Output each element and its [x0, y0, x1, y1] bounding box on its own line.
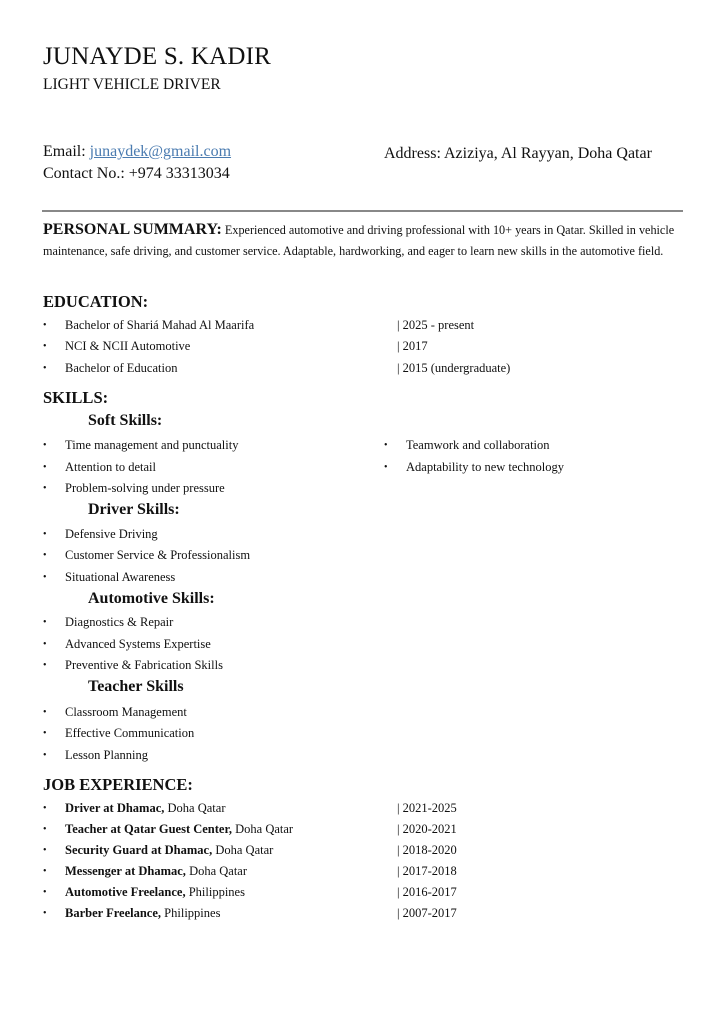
experience-date: | 2021-2025	[397, 801, 457, 815]
experience-heading: JOB EXPERIENCE:	[43, 775, 193, 794]
bullet-icon: •	[384, 440, 388, 451]
experience-date: | 2020-2021	[397, 822, 457, 836]
bullet-icon: •	[43, 639, 47, 650]
email-line	[43, 143, 231, 161]
bullet-icon: •	[43, 462, 47, 473]
teacher-skills-heading: Teacher Skills	[88, 678, 184, 695]
personal-summary	[43, 220, 685, 261]
bullet-icon: •	[43, 803, 47, 814]
education-date: | 2017	[397, 339, 428, 353]
bullet-icon: •	[43, 341, 47, 352]
bullet-icon: •	[43, 887, 47, 898]
education-heading: EDUCATION:	[43, 292, 149, 311]
job-title: LIGHT VEHICLE DRIVER	[43, 76, 221, 93]
automotive-skills-heading: Automotive Skills:	[88, 590, 215, 607]
bullet-icon: •	[43, 320, 47, 331]
summary-text: Experienced automotive and driving professional with 10+ years in Qatar. Skilled in vehicle maintenance, safe driving, and customer service. Adaptable, hardworking, and eager to learn new skills in the automotive field.	[43, 223, 675, 258]
experience-date: | 2018-2020	[397, 843, 457, 857]
address: Address: Aziziya, Al Rayyan, Doha Qatar	[384, 145, 652, 162]
summary-heading: PERSONAL SUMMARY:	[43, 221, 222, 238]
education-date: | 2025 - present	[397, 318, 475, 332]
bullet-icon: •	[43, 824, 47, 835]
email-label: Email:	[43, 143, 90, 160]
bullet-icon: •	[43, 866, 47, 877]
phone-line: Contact No.: +974 33313034	[43, 165, 230, 182]
bullet-icon: •	[43, 363, 47, 374]
email-link[interactable]: junaydek@gmail.com	[89, 143, 232, 160]
bullet-icon: •	[43, 572, 47, 583]
bullet-icon: •	[43, 845, 47, 856]
driver-skills-heading: Driver Skills:	[88, 501, 180, 518]
soft-skills-heading: Soft Skills:	[88, 412, 163, 429]
bullet-icon: •	[43, 728, 47, 739]
experience-date: | 2017-2018	[397, 864, 457, 878]
experience-date: | 2016-2017	[397, 885, 457, 899]
bullet-icon: •	[43, 440, 47, 451]
skills-heading: SKILLS:	[43, 388, 109, 407]
bullet-icon: •	[43, 660, 47, 671]
bullet-icon: •	[43, 750, 47, 761]
divider	[42, 210, 683, 212]
bullet-icon: •	[43, 908, 47, 919]
bullet-icon: •	[43, 707, 47, 718]
bullet-icon: •	[43, 550, 47, 561]
candidate-name: JUNAYDE S. KADIR	[43, 43, 271, 70]
bullet-icon: •	[43, 483, 47, 494]
bullet-icon: •	[384, 462, 388, 473]
education-date: | 2015 (undergraduate)	[397, 361, 511, 375]
bullet-icon: •	[43, 617, 47, 628]
experience-date: | 2007-2017	[397, 906, 457, 920]
bullet-icon: •	[43, 529, 47, 540]
